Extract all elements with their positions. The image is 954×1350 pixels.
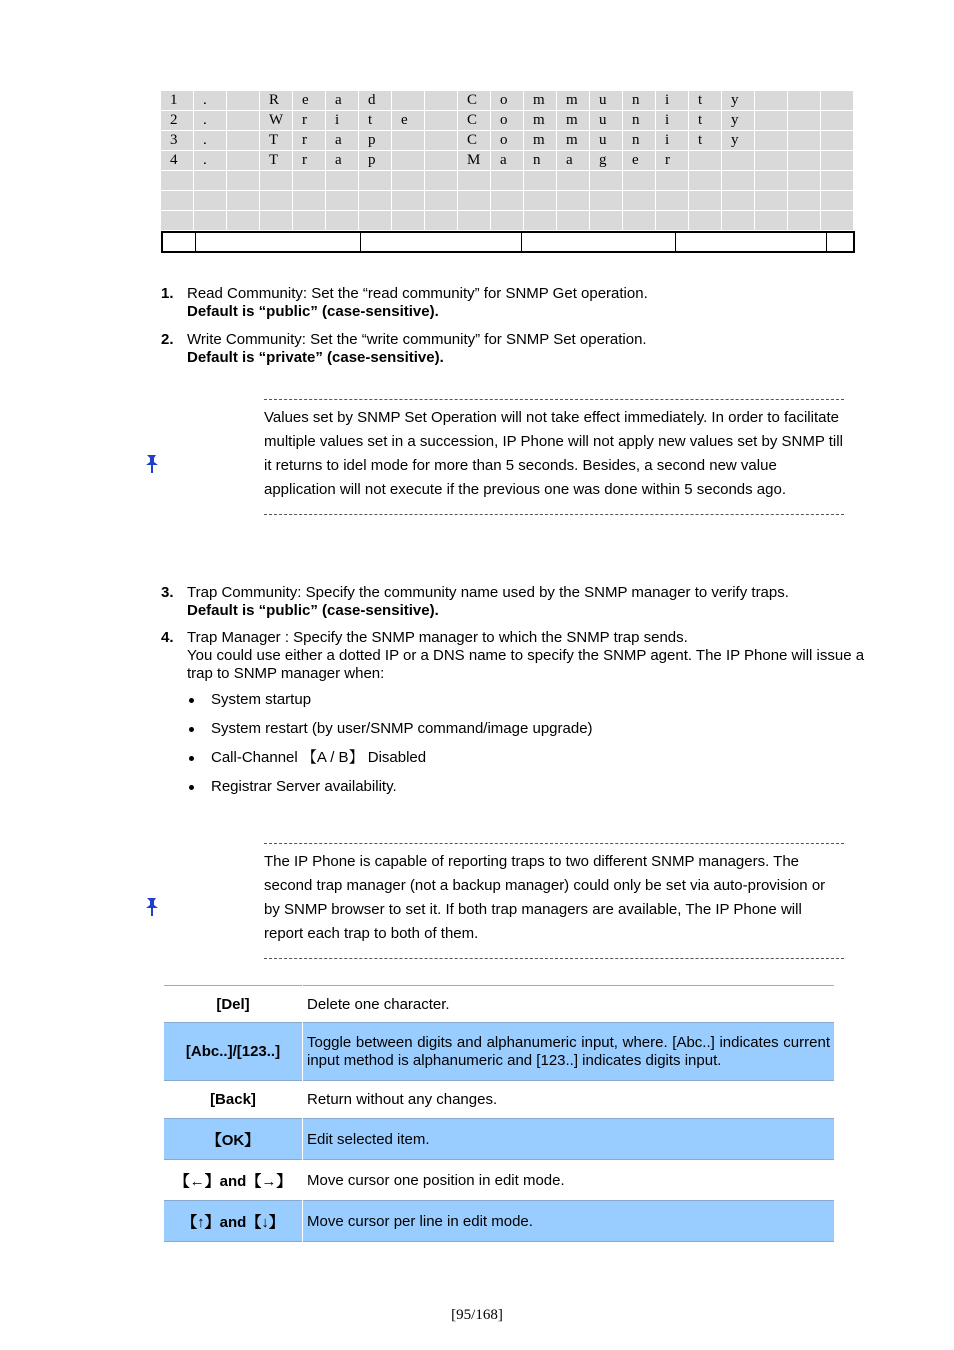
item-number: 3.	[161, 584, 174, 601]
lcd-softkey[interactable]	[827, 233, 853, 251]
lcd-char: .	[194, 111, 227, 131]
lcd-char	[656, 171, 689, 191]
key-table	[164, 985, 834, 1242]
lcd-char: M	[458, 151, 491, 171]
lcd-char	[227, 211, 260, 231]
lcd-char	[227, 111, 260, 131]
lcd-char: t	[689, 91, 722, 111]
lcd-char	[161, 211, 194, 231]
lcd-char	[821, 111, 854, 131]
lcd-char: u	[590, 131, 623, 151]
table-row	[164, 1119, 834, 1160]
lcd-char: n	[623, 131, 656, 151]
lcd-char	[623, 211, 656, 231]
lcd-char	[656, 211, 689, 231]
lcd-char	[821, 191, 854, 211]
table-row	[164, 1081, 834, 1119]
key-label: [Del]	[164, 986, 303, 1023]
lcd-char	[227, 171, 260, 191]
lcd-char: t	[689, 131, 722, 151]
lcd-char	[425, 171, 458, 191]
lcd-char: t	[359, 111, 392, 131]
lcd-char	[524, 211, 557, 231]
lcd-char	[590, 211, 623, 231]
bullet-item: System restart (by user/SNMP command/image upgrade)	[187, 720, 866, 738]
lcd-screen	[161, 91, 855, 253]
item-default: Default is “public” (case-sensitive).	[187, 602, 439, 619]
lcd-char: r	[293, 151, 326, 171]
lcd-softkey[interactable]	[522, 233, 676, 251]
lcd-char	[359, 191, 392, 211]
lcd-char: o	[491, 131, 524, 151]
item-text: Trap Community: Specify the community name used by the SNMP manager to verify traps.	[187, 584, 789, 601]
lcd-char	[689, 191, 722, 211]
lcd-softkey[interactable]	[361, 233, 522, 251]
lcd-char: t	[689, 111, 722, 131]
lcd-char	[458, 171, 491, 191]
lcd-char: W	[260, 111, 293, 131]
list-item	[161, 629, 866, 683]
item-number: 2.	[161, 331, 174, 348]
lcd-char: C	[458, 131, 491, 151]
lcd-char	[722, 171, 755, 191]
lcd-row	[161, 111, 855, 131]
lcd-char	[194, 171, 227, 191]
lcd-char: i	[656, 91, 689, 111]
lcd-char	[293, 191, 326, 211]
lcd-char	[788, 211, 821, 231]
lcd-char: C	[458, 111, 491, 131]
lcd-char	[788, 171, 821, 191]
lcd-char	[326, 171, 359, 191]
lcd-char	[821, 91, 854, 111]
lcd-char	[227, 191, 260, 211]
lcd-char	[755, 111, 788, 131]
lcd-char	[755, 191, 788, 211]
lcd-char: e	[392, 111, 425, 131]
table-row	[164, 1160, 834, 1201]
lcd-char	[557, 191, 590, 211]
lcd-char	[689, 151, 722, 171]
lcd-softkey[interactable]	[196, 233, 361, 251]
pushpin-icon	[143, 895, 161, 917]
lcd-char	[227, 131, 260, 151]
lcd-char	[557, 171, 590, 191]
lcd-row	[161, 171, 855, 191]
lcd-char	[392, 171, 425, 191]
lcd-char: n	[524, 151, 557, 171]
table-row	[164, 1201, 834, 1242]
lcd-char	[293, 211, 326, 231]
item-text: Write Community: Set the “write community” for SNMP Set operation.	[187, 331, 647, 348]
lcd-char: i	[326, 111, 359, 131]
lcd-char: e	[293, 91, 326, 111]
key-label: [Back]	[164, 1081, 303, 1119]
item-list-b	[161, 584, 866, 807]
lcd-char: y	[722, 111, 755, 131]
list-item	[161, 331, 866, 367]
list-item	[161, 584, 866, 620]
lcd-char	[755, 171, 788, 191]
note-box: Values set by SNMP Set Operation will not take effect immediately. In order to facilitate multiple values set in a succession, IP Phone will not apply new values set by SNMP till it returns to idel mode for more than 5 seconds. Besides, a second new value application will not execute if the previous one was done within 5 seconds ago.	[264, 399, 844, 515]
lcd-char	[788, 191, 821, 211]
lcd-char: r	[293, 111, 326, 131]
lcd-char: u	[590, 111, 623, 131]
key-description: Move cursor one position in edit mode.	[307, 1171, 565, 1189]
lcd-row	[161, 131, 855, 151]
lcd-char: g	[590, 151, 623, 171]
bullet-list	[187, 691, 866, 796]
table-row	[164, 986, 834, 1023]
lcd-char	[260, 171, 293, 191]
lcd-char	[161, 191, 194, 211]
lcd-char: 2	[161, 111, 194, 131]
lcd-char	[260, 211, 293, 231]
lcd-char	[755, 91, 788, 111]
lcd-char	[623, 191, 656, 211]
lcd-char: m	[557, 91, 590, 111]
key-label: 【←】and【→】	[164, 1160, 303, 1201]
lcd-char	[227, 151, 260, 171]
lcd-char	[326, 191, 359, 211]
lcd-char: n	[623, 111, 656, 131]
key-description: Edit selected item.	[303, 1119, 835, 1160]
lcd-char: r	[656, 151, 689, 171]
lcd-rows	[161, 91, 855, 231]
key-label: 【OK】	[164, 1119, 303, 1160]
item-default: Default is “public” (case-sensitive).	[187, 303, 439, 320]
lcd-char: 1	[161, 91, 194, 111]
lcd-softkey[interactable]	[163, 233, 196, 251]
lcd-char: .	[194, 131, 227, 151]
lcd-char: .	[194, 151, 227, 171]
lcd-char	[821, 151, 854, 171]
lcd-row	[161, 91, 855, 111]
item-number: 4.	[161, 629, 174, 646]
item-text-detail: You could use either a dotted IP or a DNS name to specify the SNMP agent. The IP Phone will issue a trap to SNMP manager when:	[187, 647, 865, 682]
lcd-char	[689, 211, 722, 231]
lcd-char: m	[524, 111, 557, 131]
lcd-char: n	[623, 91, 656, 111]
lcd-char	[458, 211, 491, 231]
item-list-a	[161, 285, 866, 367]
lcd-char: C	[458, 91, 491, 111]
lcd-char	[722, 191, 755, 211]
lcd-char: m	[524, 131, 557, 151]
lcd-char	[194, 211, 227, 231]
lcd-row	[161, 211, 855, 231]
lcd-char: i	[656, 111, 689, 131]
lcd-char: T	[260, 151, 293, 171]
lcd-softkeys	[161, 231, 855, 253]
lcd-char: 4	[161, 151, 194, 171]
table-row	[164, 1023, 834, 1081]
lcd-char	[623, 171, 656, 191]
lcd-char	[590, 171, 623, 191]
lcd-char	[722, 151, 755, 171]
lcd-char: y	[722, 91, 755, 111]
lcd-char	[788, 91, 821, 111]
lcd-char	[755, 211, 788, 231]
page-number: [95/168]	[451, 1307, 503, 1323]
lcd-row	[161, 151, 855, 171]
lcd-char	[458, 191, 491, 211]
item-number: 1.	[161, 285, 174, 302]
lcd-char	[359, 171, 392, 191]
lcd-char	[425, 111, 458, 131]
bullet-item: Registrar Server availability.	[187, 778, 866, 796]
lcd-char	[161, 171, 194, 191]
lcd-char	[425, 191, 458, 211]
lcd-char: a	[491, 151, 524, 171]
key-label: 【↑】and【↓】	[164, 1201, 303, 1242]
lcd-char	[425, 151, 458, 171]
lcd-char: m	[557, 131, 590, 151]
lcd-char: p	[359, 151, 392, 171]
key-description: Move cursor per line in edit mode.	[303, 1201, 835, 1242]
lcd-char	[755, 151, 788, 171]
lcd-char	[392, 91, 425, 111]
item-text: Read Community: Set the “read community” for SNMP Get operation.	[187, 285, 648, 302]
lcd-char: u	[590, 91, 623, 111]
lcd-char: a	[557, 151, 590, 171]
lcd-char	[491, 211, 524, 231]
lcd-char	[788, 111, 821, 131]
lcd-char	[524, 171, 557, 191]
lcd-char	[557, 211, 590, 231]
lcd-char	[392, 191, 425, 211]
lcd-char: m	[524, 91, 557, 111]
item-default: Default is “private” (case-sensitive).	[187, 349, 444, 366]
lcd-char	[359, 211, 392, 231]
pushpin-icon	[143, 452, 161, 474]
lcd-char	[326, 211, 359, 231]
lcd-char	[425, 91, 458, 111]
key-description: Return without any changes.	[307, 1091, 498, 1108]
lcd-char: T	[260, 131, 293, 151]
lcd-char	[656, 191, 689, 211]
lcd-char	[392, 131, 425, 151]
lcd-char	[392, 211, 425, 231]
lcd-char: 3	[161, 131, 194, 151]
lcd-char	[392, 151, 425, 171]
bullet-item: Call-Channel 【A / B】 Disabled	[187, 749, 866, 767]
lcd-char: a	[326, 151, 359, 171]
lcd-softkey[interactable]	[676, 233, 827, 251]
key-description: Delete one character.	[307, 995, 450, 1013]
lcd-char	[425, 131, 458, 151]
lcd-char	[821, 171, 854, 191]
bullet-item: System startup	[187, 691, 866, 709]
lcd-char: o	[491, 91, 524, 111]
lcd-char: a	[326, 91, 359, 111]
lcd-char: r	[293, 131, 326, 151]
lcd-char: R	[260, 91, 293, 111]
lcd-char	[788, 131, 821, 151]
lcd-char: .	[194, 91, 227, 111]
lcd-char	[590, 191, 623, 211]
lcd-char: d	[359, 91, 392, 111]
lcd-char: p	[359, 131, 392, 151]
lcd-char: y	[722, 131, 755, 151]
lcd-char	[689, 171, 722, 191]
lcd-char: a	[326, 131, 359, 151]
lcd-char	[293, 171, 326, 191]
lcd-char	[491, 171, 524, 191]
note-box: The IP Phone is capable of reporting traps to two different SNMP managers. The second trap manager (not a backup manager) could only be set via auto-provision or by SNMP browser to set it. If both trap managers are available, The IP Phone will report each trap to both of them.	[264, 843, 844, 959]
lcd-char: m	[557, 111, 590, 131]
key-label: [Abc..]/[123..]	[164, 1023, 303, 1081]
lcd-char	[194, 191, 227, 211]
item-text: Trap Manager : Specify the SNMP manager to which the SNMP trap sends.	[187, 629, 688, 646]
lcd-char	[821, 131, 854, 151]
lcd-row	[161, 191, 855, 211]
lcd-char	[821, 211, 854, 231]
lcd-char	[425, 211, 458, 231]
lcd-char	[491, 191, 524, 211]
lcd-char: e	[623, 151, 656, 171]
lcd-char: i	[656, 131, 689, 151]
key-description: Toggle between digits and alphanumeric input, where. [Abc..] indicates current input method is alphanumeric and [123..] indicates digits input.	[303, 1023, 835, 1081]
lcd-char	[227, 91, 260, 111]
list-item	[161, 285, 866, 321]
lcd-char	[260, 191, 293, 211]
lcd-char: o	[491, 111, 524, 131]
lcd-char	[524, 191, 557, 211]
lcd-char	[755, 131, 788, 151]
lcd-char	[722, 211, 755, 231]
lcd-char	[788, 151, 821, 171]
